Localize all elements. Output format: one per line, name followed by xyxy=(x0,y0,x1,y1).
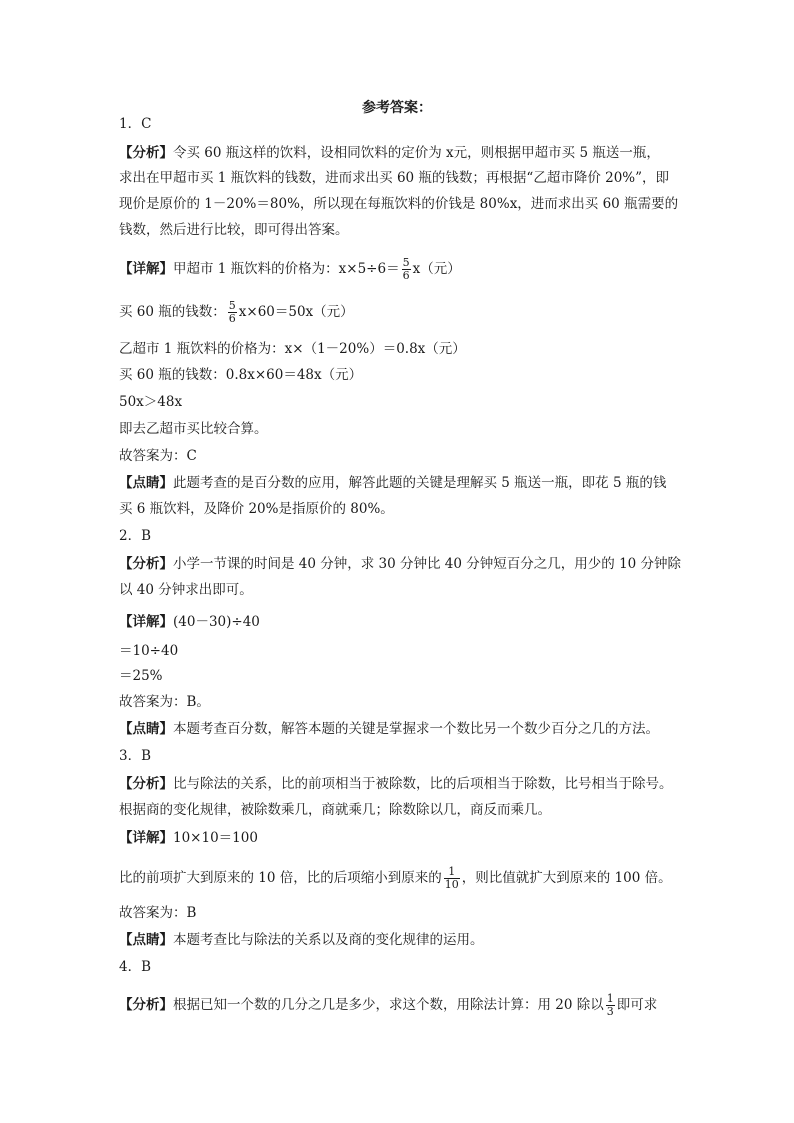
q3-analysis-line: 【分析】比与除法的关系，比的前项相当于被除数，比的后项相当于除数，比号相当于除号。 xyxy=(119,776,673,792)
fraction: $\frac{5}{6}$ xyxy=(228,299,236,325)
detail-tag: 【详解】 xyxy=(119,614,173,630)
q3-comment-line: 【点睛】本题考查比与除法的关系以及商的变化规律的运用。 xyxy=(119,932,484,948)
q3-head: 3．B xyxy=(119,748,152,764)
q1-comment-line: 买 6 瓶饮料，及降价 20%是指原价的 80%。 xyxy=(119,501,394,517)
q1-analysis-line: 求出在甲超市买 1 瓶饮料的钱数，进而求出买 60 瓶的钱数；再根据“乙超市降价 20%”，即 xyxy=(119,170,670,186)
q1-detail-line: 乙超市 1 瓶饮料的价格为：x×（1－20%）＝0.8x（元） xyxy=(119,341,466,357)
q2-answer: 故答案为：B。 xyxy=(119,694,210,710)
q2-detail-line: ＝10÷40 xyxy=(119,643,179,659)
q4-analysis-line: 【分析】根据已知一个数的几分之几是多少，求这个数，用除法计算：用 20 除以 $\frac{1}{3}$ 即可求 xyxy=(119,992,658,1018)
q1-head: 1．C xyxy=(119,116,152,132)
q1-analysis-line: 【分析】令买 60 瓶这样的饮料，设相同饮料的定价为 x元，则根据甲超市买 5 瓶送一瓶， xyxy=(119,145,660,161)
q3-detail-line: 比的前项扩大到原来的 10 倍，比的后项缩小到原来的 $\frac{1}{10}$ ，则比值就扩大到原来的 100 倍。 xyxy=(119,865,672,891)
q3-answer: 故答案为：B xyxy=(119,905,197,921)
comment-tag: 【点睛】 xyxy=(119,475,173,491)
fraction: $\frac{1}{10}$ xyxy=(444,865,459,891)
q1-answer: 故答案为：C xyxy=(119,448,197,464)
comment-tag: 【点睛】 xyxy=(119,721,173,737)
analysis-tag: 【分析】 xyxy=(119,776,173,792)
q1-detail-line: 买 60 瓶的钱数： $\frac{5}{6}$ x×60＝50x（元） xyxy=(119,299,354,325)
q2-comment-line: 【点睛】本题考查百分数，解答本题的关键是掌握求一个数比另一个数少百分之几的方法。 xyxy=(119,721,659,737)
analysis-tag: 【分析】 xyxy=(119,997,173,1013)
q2-analysis-line: 以 40 分钟求出即可。 xyxy=(119,582,253,598)
page-title: 参考答案： xyxy=(362,100,432,116)
q1-analysis-line: 现价是原价的 1－20%＝80%，所以现在每瓶饮料的价钱是 80%x，进而求出买 60 瓶需要的 xyxy=(119,196,679,212)
q1-analysis-line: 钱数，然后进行比较，即可得出答案。 xyxy=(119,222,349,238)
detail-tag: 【详解】 xyxy=(119,261,173,277)
q1-comment-line: 【点睛】此题考查的是百分数的应用，解答此题的关键是理解买 5 瓶送一瓶，即花 5 瓶的钱 xyxy=(119,475,667,491)
fraction: $\frac{1}{3}$ xyxy=(606,992,614,1018)
q4-head: 4．B xyxy=(119,959,152,975)
q2-analysis-line: 【分析】小学一节课的时间是 40 分钟，求 30 分钟比 40 分钟短百分之几，用少的 10 分钟除 xyxy=(119,556,682,572)
q1-detail-line: 50x＞48x xyxy=(119,394,183,410)
q2-detail-line: 【详解】(40－30)÷40 xyxy=(119,614,260,630)
detail-tag: 【详解】 xyxy=(119,830,173,846)
analysis-tag: 【分析】 xyxy=(119,145,173,161)
analysis-tag: 【分析】 xyxy=(119,556,173,572)
q2-detail-line: ＝25% xyxy=(119,668,163,684)
q1-detail-line: 买 60 瓶的钱数：0.8x×60＝48x（元） xyxy=(119,367,363,383)
fraction: $\frac{5}{6}$ xyxy=(402,256,410,282)
q2-head: 2．B xyxy=(119,528,152,544)
q1-detail-line: 即去乙超市买比较合算。 xyxy=(119,421,268,437)
q3-analysis-line: 根据商的变化规律，被除数乘几，商就乘几；除数除以几，商反而乘几。 xyxy=(119,802,551,818)
comment-tag: 【点睛】 xyxy=(119,932,173,948)
q1-detail-line: 【详解】甲超市 1 瓶饮料的价格为：x×5÷6＝ $\frac{5}{6}$ x（元） xyxy=(119,256,461,282)
q3-detail-line: 【详解】10×10＝100 xyxy=(119,830,258,846)
